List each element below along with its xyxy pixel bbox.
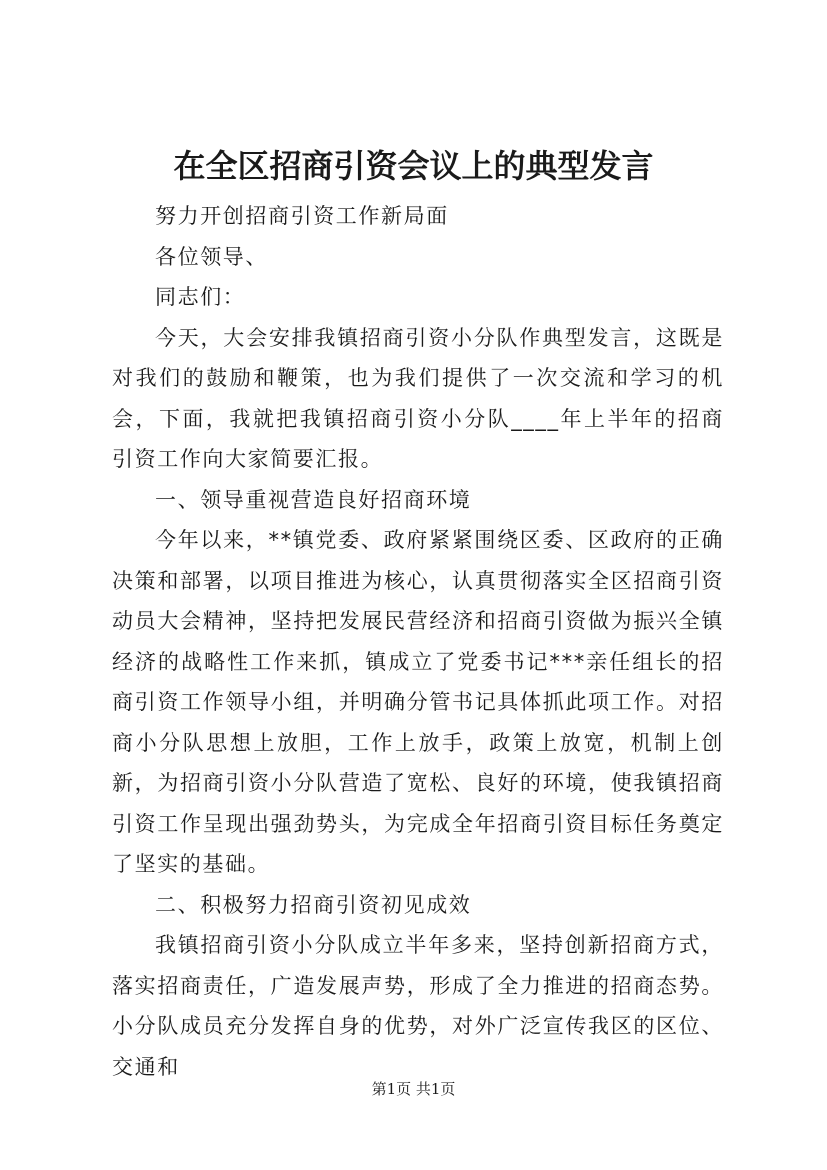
paragraph-section-1: 今年以来，**镇党委、政府紧紧围绕区委、区政府的正确决策和部署，以项目推进为核心，认真贯彻落实全区招商引资动员大会精神，坚持把发展民营经济和招商引资做为振兴全镇经济的战略性工作来抓，镇成立了党委书记***亲任组长的招商引资工作领导小组，并明确分管书记具体抓此项工作。对招商小分队思想上放胆，工作上放手，政策上放宽，机制上创新，为招商引资小分队营造了宽松、良好的环境，使我镇招商引资工作呈现出强劲势头，为完成全年招商引资目标任务奠定了坚实的基础。 — [112, 528, 724, 876]
section-heading-1: 一、领导重视营造良好招商环境 — [155, 487, 472, 512]
subtitle-line: 努力开创招商引资工作新局面 — [155, 204, 449, 228]
document-body — [112, 196, 724, 1087]
document-title: 在全区招商引资会议上的典型发言 — [173, 147, 654, 185]
paragraph-intro: 今天，大会安排我镇招商引资小分队作典型发言，这既是对我们的鼓励和鞭策，也为我们提供了一次交流和学习的机会，下面，我就把我镇招商引资小分队____年上半年的招商引资工作向大家简要汇报。 — [112, 325, 724, 471]
section-heading-2: 二、积极努力招商引资初见成效 — [155, 892, 472, 917]
salutation-line-1: 各位领导、 — [155, 244, 268, 269]
page-footer — [0, 1079, 827, 1099]
page-number-label: 第1页 共1页 — [371, 1080, 456, 1098]
salutation-line-2: 同志们： — [155, 285, 246, 309]
paragraph-section-2: 我镇招商引资小分队成立半年多来，坚持创新招商方式，落实招商责任，广造发展声势，形成了全力推进的招商态势。小分队成员充分发挥自身的优势，对外广泛宣传我区的区位、交通和 — [112, 933, 724, 1079]
